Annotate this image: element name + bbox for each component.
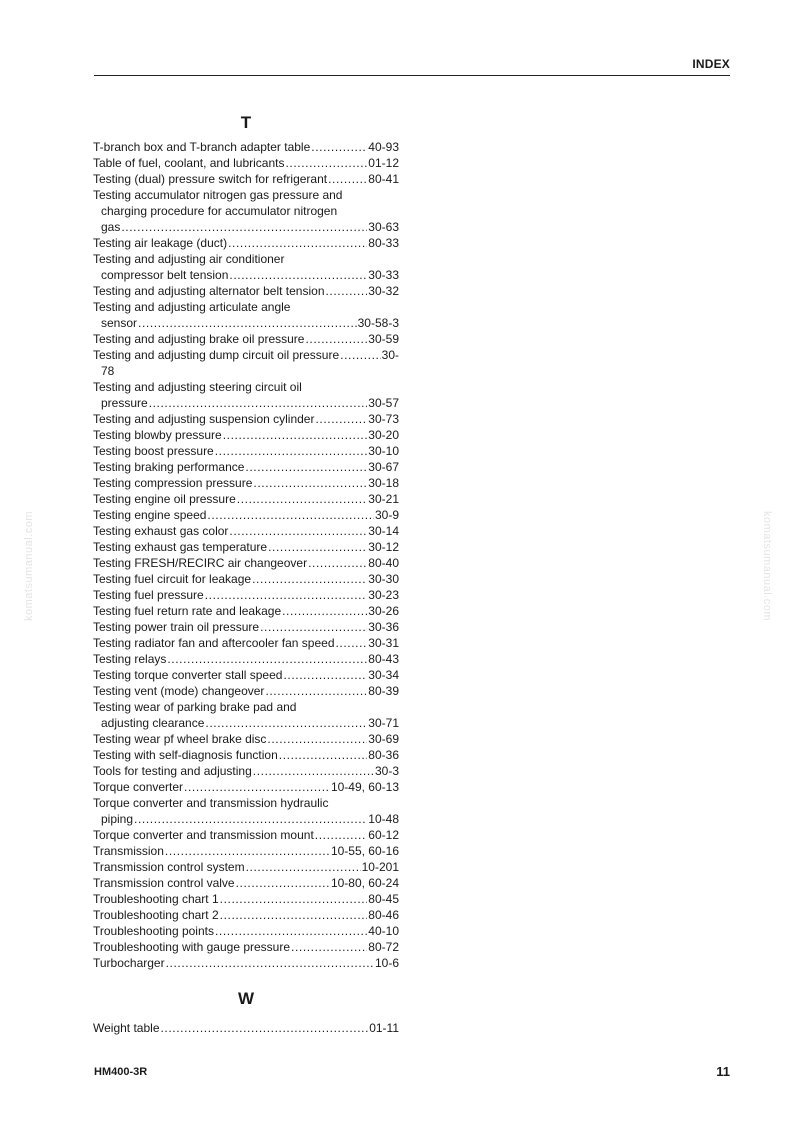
dot-leader [336,635,368,651]
index-entry [93,299,399,331]
entry-text: Testing and adjusting air conditioner [93,252,285,266]
entry-page: 30-10 [368,444,399,458]
entry-text: Testing fuel circuit for leakage [93,572,252,586]
index-entry [93,859,399,875]
entry-text: piping [101,812,134,826]
index-entry [93,683,399,699]
entry-text: Testing with self-diagnosis function [93,748,278,762]
index-entry [93,347,399,379]
index-entry [93,635,399,651]
entry-text: Testing exhaust gas temperature [93,540,268,554]
entry-text: charging procedure for accumulator nitrogen [101,204,338,218]
entry-text: Testing relays [93,652,167,666]
entry-text: Transmission [93,844,164,858]
index-entry [93,1020,399,1036]
entry-page: 10-48 [368,812,399,826]
index-entry [93,795,399,827]
index-entry [93,875,399,891]
entry-text: Transmission control system [93,860,245,874]
index-entry [93,667,399,683]
dot-leader [268,539,367,555]
entry-page: 80-72 [368,940,399,954]
entry-text: Testing blowby pressure [93,428,222,442]
entry-page: 80-45 [368,892,399,906]
dot-leader [283,667,367,683]
index-entry [93,443,399,459]
index-entry [93,283,399,299]
entry-text: Troubleshooting with gauge pressure [93,940,291,954]
entry-page: 30-63 [368,220,399,234]
dot-leader [305,331,367,347]
index-entry [93,331,399,347]
index-entry [93,763,399,779]
entry-page: 30-21 [368,492,399,506]
index-entry [93,379,399,411]
dot-leader [165,843,330,859]
entry-page: 80-40 [368,556,399,570]
dot-leader [184,779,330,795]
dot-leader [229,267,367,283]
entry-text: Testing exhaust gas color [93,524,229,538]
index-entry [93,747,399,763]
dot-leader [326,283,368,299]
entry-text: Testing wear of parking brake pad and [93,700,297,714]
entry-page: 40-93 [368,140,399,154]
entry-page: 40-10 [368,924,399,938]
entry-text: Testing and adjusting brake oil pressure [93,332,305,346]
entry-page: 30-33 [368,268,399,282]
dot-leader [215,923,367,939]
index-entry [93,235,399,251]
dot-leader [245,459,367,475]
entry-text: Testing and adjusting dump circuit oil pressure [93,348,340,362]
index-entry [93,923,399,939]
entry-text: Testing and adjusting articulate angle [93,300,291,314]
entry-text: Testing fuel return rate and leakage [93,604,282,618]
dot-leader [315,411,367,427]
footer-model: HM400-3R [94,1066,148,1078]
dot-leader [237,491,368,507]
entry-text: Testing (dual) pressure switch for refrigerant [93,172,328,186]
dot-leader [282,603,367,619]
section-letter-w: W [237,989,255,1008]
index-entry [93,187,399,235]
entry-text: Testing torque converter stall speed [93,668,283,682]
entry-text: Troubleshooting chart 2 [93,908,219,922]
watermark-left: komatsumanual.com [23,511,35,621]
entry-text: Transmission control valve [93,876,235,890]
dot-leader [229,523,367,539]
dot-leader [340,347,381,363]
index-entry [93,427,399,443]
entry-text: Turbocharger [93,956,165,970]
entry-text: Testing engine speed [93,508,207,522]
watermark-right: komatsumanual.com [761,511,773,621]
index-entry [93,651,399,667]
index-entry [93,587,399,603]
dot-leader [205,715,367,731]
entry-text: Weight table [93,1021,160,1035]
index-entry [93,939,399,955]
entry-page: 30-32 [368,284,399,298]
entry-page: 30-57 [368,396,399,410]
entry-text: Torque converter [93,780,184,794]
entry-text: Testing FRESH/RECIRC air changeover [93,556,308,570]
entry-page: 80-43 [368,652,399,666]
dot-leader [252,571,367,587]
entry-text: Testing and adjusting steering circuit oil [93,380,302,394]
index-entry [93,731,399,747]
index-entry [93,891,399,907]
entry-page: 30-14 [368,524,399,538]
index-entry [93,523,399,539]
entry-page: 30- [381,348,399,362]
dot-leader [279,747,368,763]
entry-page: 30-69 [368,732,399,746]
entry-text: Testing and adjusting suspension cylinder [93,412,315,426]
entry-page: 80-36 [368,748,399,762]
entry-text: adjusting clearance [101,716,205,730]
entry-page: 30-20 [368,428,399,442]
index-entry [93,155,399,171]
dot-leader [207,507,374,523]
entry-text: Troubleshooting points [93,924,214,938]
entry-text: Torque converter and transmission mount [93,828,314,842]
dot-leader [315,827,368,843]
entry-page: 80-33 [368,236,399,250]
index-entry [93,571,399,587]
entry-page: 30-12 [368,540,399,554]
entry-page: 30-73 [368,412,399,426]
entry-page: 30-31 [368,636,399,650]
entry-text: Testing compression pressure [93,476,253,490]
entry-text: Testing vent (mode) changeover [93,684,265,698]
dot-leader [220,891,368,907]
index-entry [93,411,399,427]
index-entry [93,827,399,843]
index-entry [93,139,399,155]
entry-text: Testing braking performance [93,460,245,474]
index-entry [93,539,399,555]
index-entry [93,491,399,507]
entry-text: Testing engine oil pressure [93,492,236,506]
entry-text: Testing wear pf wheel brake disc [93,732,267,746]
index-entry [93,843,399,859]
entry-text: T-branch box and T-branch adapter table [93,140,311,154]
entry-page: 30-34 [368,668,399,682]
entry-page: 60-12 [368,828,399,842]
entry-text: Table of fuel, coolant, and lubricants [93,156,285,170]
entry-page: 30-18 [368,476,399,490]
index-entry [93,603,399,619]
dot-leader [138,315,357,331]
dot-leader [215,443,368,459]
entry-text: gas [101,220,121,234]
index-entry [93,171,399,187]
index-entry [93,907,399,923]
index-entry [93,507,399,523]
index-entry [93,555,399,571]
index-entry [93,251,399,283]
dot-leader [220,907,368,923]
entry-page: 80-41 [368,172,399,186]
entry-page: 10-80, 60-24 [330,876,399,890]
index-entry [93,955,399,971]
dot-leader [253,475,367,491]
dot-leader [291,939,367,955]
dot-leader [246,859,361,875]
footer-page-number: 11 [716,1064,730,1079]
entry-text: Testing fuel pressure [93,588,204,602]
dot-leader [134,811,367,827]
index-entry [93,475,399,491]
dot-leader [267,731,367,747]
entry-page: 01-11 [369,1021,399,1035]
dot-leader [228,235,367,251]
entry-page: 10-6 [374,956,399,970]
entry-text: Torque converter and transmission hydraulic [93,796,329,810]
entry-text: Testing and adjusting alternator belt tension [93,284,325,298]
index-entry [93,459,399,475]
dot-leader [260,619,367,635]
dot-leader [166,955,374,971]
entry-page: 10-201 [361,860,399,874]
entry-page: 30-67 [368,460,399,474]
index-entry [93,699,399,731]
dot-leader [149,395,368,411]
dot-leader [308,555,367,571]
dot-leader [223,427,368,443]
dot-leader [311,139,367,155]
dot-leader [253,763,374,779]
entry-text: Testing power train oil pressure [93,620,260,634]
index-entry [93,619,399,635]
entry-text: Testing air leakage (duct) [93,236,228,250]
dot-leader [161,1020,369,1036]
entry-page: 30-3 [374,764,399,778]
index-column [93,111,399,1036]
entry-text: Testing radiator fan and aftercooler fan speed [93,636,335,650]
dot-leader [236,875,330,891]
entry-text: Testing accumulator nitrogen gas pressure and [93,188,343,202]
entry-page: 30-23 [368,588,399,602]
dot-leader [285,155,367,171]
dot-leader [121,219,367,235]
entry-page: 30-30 [368,572,399,586]
header-rule [94,75,730,76]
entry-page: 80-46 [368,908,399,922]
entry-page: 30-9 [374,508,399,522]
entry-text: sensor [101,316,138,330]
entry-text: Tools for testing and adjusting [93,764,252,778]
entry-page: 30-59 [368,332,399,346]
dot-leader [328,171,367,187]
entry-text: Troubleshooting chart 1 [93,892,219,906]
dot-leader [167,651,367,667]
entry-text: Testing boost pressure [93,444,214,458]
entry-page: 30-71 [368,716,399,730]
entry-page: 10-55, 60-16 [330,844,399,858]
entry-text: pressure [101,396,148,410]
entry-page: 30-36 [368,620,399,634]
entry-page: 01-12 [368,156,399,170]
index-entry [93,779,399,795]
entry-page: 30-26 [368,604,399,618]
dot-leader [205,587,368,603]
dot-leader [265,683,367,699]
entry-page: 80-39 [368,684,399,698]
entry-page: 30-58-3 [357,316,399,330]
section-letter-t: T [240,113,252,132]
entry-page: 10-49, 60-13 [330,780,399,794]
header-title: INDEX [692,57,730,71]
entry-page-wrap: 78 [101,364,115,378]
entry-text: compressor belt tension [101,268,229,282]
